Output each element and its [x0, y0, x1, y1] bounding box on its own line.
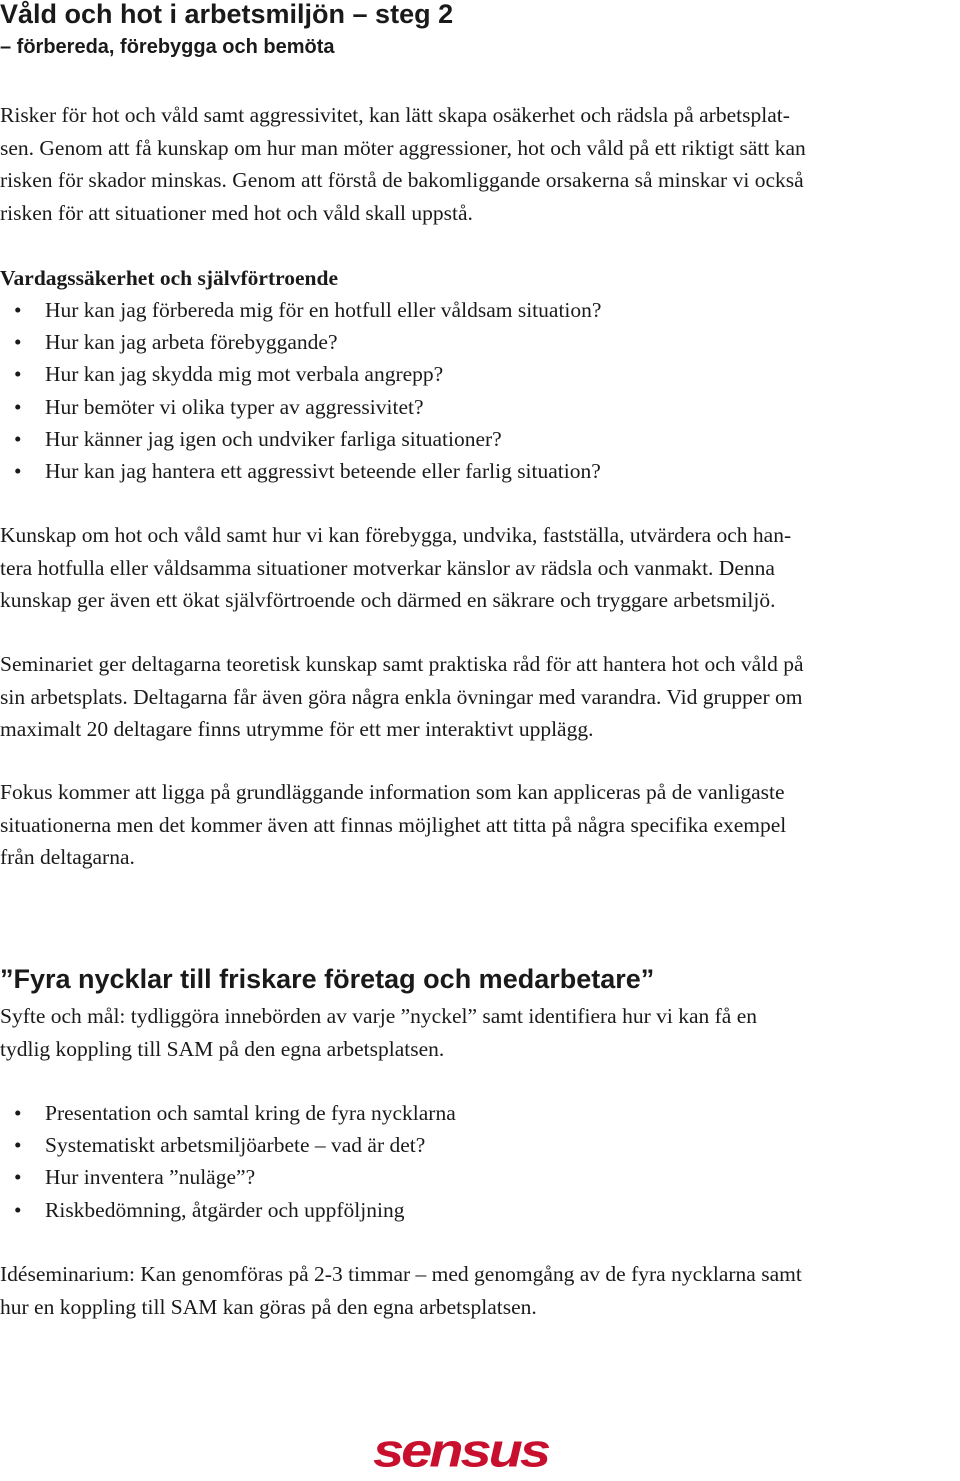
- knowledge-line: Kunskap om hot och våld samt hur vi kan förebygga, undvika, fastställa, utvärdera och han-: [0, 523, 792, 547]
- bullet-icon: •: [14, 362, 22, 387]
- bullet-icon: •: [14, 394, 22, 419]
- seminar-line: sin arbetsplats. Deltagarna får även göra några enkla övningar med varandra. Vid grupper om: [0, 684, 803, 709]
- purpose-paragraph: [0, 1000, 960, 1065]
- page-subtitle: – förbereda, förebygga och bemöta: [0, 36, 335, 58]
- bullet-icon: •: [14, 1165, 22, 1190]
- focus-line: från deltagarna.: [0, 845, 135, 869]
- purpose-line: tydlig koppling till SAM på den egna arbetsplatsen.: [0, 1036, 445, 1061]
- list-item: • Hur kan jag förbereda mig för en hotfull eller våldsam situation?: [0, 294, 601, 326]
- idea-line: Idéseminarium: Kan genomföras på 2-3 timmar – med genomgång av de fyra nycklarna samt: [0, 1262, 802, 1286]
- bullet-icon: •: [14, 330, 22, 355]
- list-heading: Vardagssäkerhet och självförtroende: [0, 266, 339, 290]
- intro-paragraph: [0, 99, 960, 229]
- knowledge-line: kunskap ger även ett ökat självförtroende och därmed en säkrare och tryggare arbetsmiljö.: [0, 588, 776, 612]
- bullet-icon: •: [14, 1197, 22, 1222]
- seminar-line: maximalt 20 deltagare finns utrymme för ett mer interaktivt upplägg.: [0, 717, 594, 741]
- section-two-title: ”Fyra nycklar till friskare företag och medarbetare”: [0, 964, 655, 994]
- focus-paragraph: [0, 776, 960, 874]
- list-item: • Presentation och samtal kring de fyra nycklarna: [0, 1097, 456, 1129]
- list-item: • Hur känner jag igen och undviker farliga situationer?: [0, 423, 601, 455]
- keys-topics-list: [0, 1097, 456, 1226]
- list-item: • Hur bemöter vi olika typer av aggressivitet?: [0, 391, 601, 423]
- safety-questions-list: [0, 294, 601, 487]
- bullet-icon: •: [14, 1133, 22, 1158]
- bullet-icon: •: [14, 426, 22, 451]
- knowledge-paragraph: [0, 519, 960, 617]
- intro-line: sen. Genom att få kunskap om hur man möter aggressioner, hot och våld på ett riktigt sätt kan: [0, 135, 806, 160]
- list-item: • Hur kan jag hantera ett aggressivt beteende eller farlig situation?: [0, 455, 601, 487]
- list-item: • Riskbedömning, åtgärder och uppföljning: [0, 1194, 456, 1226]
- seminar-paragraph: [0, 648, 960, 746]
- idea-seminar-paragraph: [0, 1258, 960, 1323]
- intro-line: Risker för hot och våld samt aggressivitet, kan lätt skapa osäkerhet och rädsla på arbetsplat-: [0, 103, 790, 127]
- idea-line: hur en koppling till SAM kan göras på den egna arbetsplatsen.: [0, 1294, 537, 1319]
- list-item: • Hur kan jag skydda mig mot verbala angrepp?: [0, 358, 601, 390]
- bullet-icon: •: [14, 298, 22, 322]
- page-title: Våld och hot i arbetsmiljön – steg 2: [0, 0, 454, 29]
- purpose-line: Syfte och mål: tydliggöra innebörden av varje ”nyckel” samt identifiera hur vi kan få en: [0, 1004, 758, 1028]
- intro-line: risken för skador minskas. Genom att förstå de bakomliggande orsakerna så minskar vi också: [0, 168, 804, 192]
- bullet-icon: •: [14, 459, 22, 484]
- list-item: • Systematiskt arbetsmiljöarbete – vad är det?: [0, 1129, 456, 1161]
- sensus-logo: sensus: [373, 1423, 548, 1477]
- knowledge-line: tera hotfulla eller våldsamma situationer motverkar känslor av rädsla och vanmakt. Denna: [0, 555, 775, 580]
- intro-line: risken för att situationer med hot och våld skall uppstå.: [0, 200, 473, 225]
- focus-line: situationerna men det kommer även att finnas möjlighet att titta på några specifika exempel: [0, 812, 787, 837]
- list-item: • Hur kan jag arbeta förebyggande?: [0, 326, 601, 358]
- seminar-line: Seminariet ger deltagarna teoretisk kunskap samt praktiska råd för att hantera hot och våld på: [0, 652, 804, 676]
- list-item: • Hur inventera ”nuläge”?: [0, 1161, 456, 1193]
- bullet-icon: •: [14, 1101, 22, 1125]
- focus-line: Fokus kommer att ligga på grundläggande information som kan appliceras på de vanligaste: [0, 780, 785, 804]
